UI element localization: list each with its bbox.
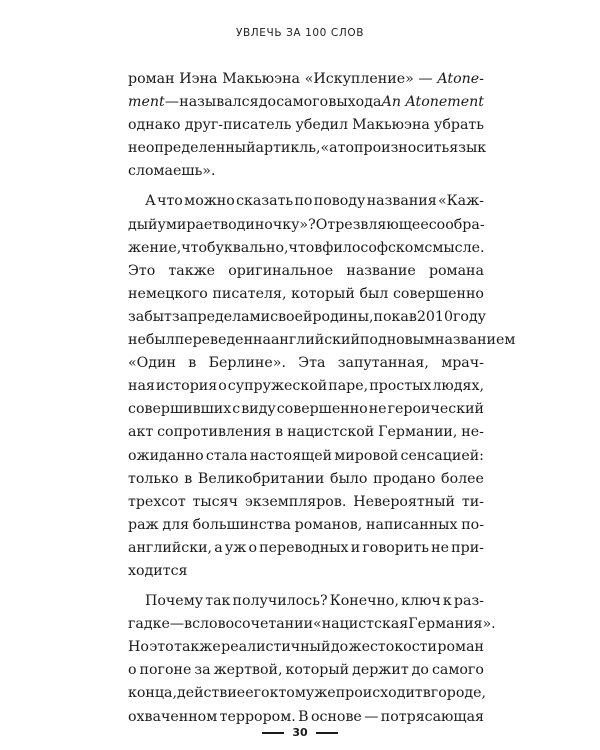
word: тысяч <box>192 493 238 510</box>
word: нацистской <box>287 424 375 441</box>
word: сопротивления <box>157 424 272 441</box>
word: происходит <box>335 685 423 702</box>
word: Почему <box>145 593 204 610</box>
word: так <box>205 593 231 610</box>
word: жестокости <box>348 639 437 656</box>
word: забыт <box>128 308 172 325</box>
text-line <box>128 590 484 613</box>
text-line <box>128 491 484 514</box>
word: уж <box>224 539 247 556</box>
word: не <box>368 401 387 418</box>
word: до <box>330 639 349 656</box>
word: же <box>314 685 336 702</box>
word: ключ <box>401 593 441 610</box>
word: история <box>155 378 218 395</box>
word: городе, <box>430 685 487 702</box>
word <box>128 91 165 114</box>
text-line <box>128 237 484 260</box>
text-line <box>128 468 484 491</box>
text-line <box>128 560 484 583</box>
word: «нацистская <box>313 616 409 633</box>
word: пределами <box>188 308 271 325</box>
folio-right-rule <box>316 732 338 734</box>
word: который <box>285 662 350 679</box>
word: действие <box>176 685 246 702</box>
word: самого <box>431 662 484 679</box>
word: английский <box>270 332 360 349</box>
word: «Каж- <box>438 193 484 210</box>
word: не <box>128 332 146 349</box>
word: в <box>314 239 323 256</box>
word: тому <box>278 685 315 702</box>
word: под <box>359 332 387 349</box>
text-line <box>128 214 484 237</box>
word: сказать <box>236 193 294 210</box>
word: также <box>174 639 221 656</box>
text-line <box>128 190 484 213</box>
text-line <box>128 375 484 398</box>
word: за <box>171 308 189 325</box>
word: переведен <box>174 332 254 349</box>
word: «Искупление» <box>304 71 414 87</box>
word: в <box>184 616 193 633</box>
word: виду <box>241 401 276 418</box>
word: переводных <box>259 539 349 556</box>
word: друг-писатель <box>184 117 292 134</box>
word: оригинальное <box>228 262 334 279</box>
word: романов, <box>294 516 363 533</box>
word: словосочетании <box>192 616 314 633</box>
word: совершивших <box>128 401 232 418</box>
text-line <box>128 659 484 682</box>
italic-title: An Atonement <box>381 94 484 111</box>
word: Иэна <box>179 71 218 87</box>
word: однако <box>128 117 181 134</box>
word: ти- <box>461 493 484 510</box>
word: умирает <box>157 216 221 233</box>
word: Но <box>128 639 149 656</box>
word: Отрезвляющее <box>315 216 429 233</box>
word: раз- <box>453 593 484 610</box>
word: своей <box>270 308 313 325</box>
text-line <box>128 68 484 91</box>
text-line <box>128 114 484 137</box>
word: более <box>441 470 484 487</box>
word: выхода <box>328 94 382 111</box>
word: трехсот <box>128 493 186 510</box>
word: совершенно <box>276 401 368 418</box>
word: о <box>248 539 257 556</box>
word: за <box>194 662 211 679</box>
text-line <box>128 260 484 283</box>
word: акт <box>128 424 154 441</box>
word: и <box>350 539 361 556</box>
text-line <box>128 398 484 421</box>
word: гадке <box>128 616 170 633</box>
word: Великобритании <box>197 470 325 487</box>
word: при- <box>451 539 484 556</box>
word: к <box>442 593 452 610</box>
word: можно <box>184 193 235 210</box>
word: ожиданно <box>128 447 204 464</box>
word: убедил <box>295 117 348 134</box>
word: поводу <box>313 193 366 210</box>
page-folio <box>0 726 600 739</box>
text-line <box>128 613 496 636</box>
word: только <box>128 470 179 487</box>
word: Макьюэна <box>352 117 430 134</box>
text-line <box>128 445 484 468</box>
word <box>382 91 484 114</box>
word: который <box>291 285 355 302</box>
word: большинства <box>192 516 291 533</box>
word: супружеской <box>227 378 328 395</box>
word: что <box>288 239 315 256</box>
paragraph-gap <box>128 183 484 190</box>
word: сломаешь». <box>128 163 216 180</box>
word: «а <box>320 140 338 157</box>
word: самого <box>276 94 329 111</box>
word: мрач- <box>441 355 484 372</box>
word: новым <box>386 332 435 349</box>
word: в <box>220 216 229 233</box>
text-line <box>128 306 487 329</box>
word: держит <box>352 662 409 679</box>
word: мировой <box>334 447 399 464</box>
word: дый <box>128 216 158 233</box>
word: — <box>164 94 180 111</box>
word: получилось? <box>232 593 328 610</box>
word: то <box>337 140 355 157</box>
word: до <box>258 94 277 111</box>
word: Германия». <box>408 616 496 633</box>
word: с <box>232 401 241 418</box>
running-head: УВЛЕЧЬ ЗА 100 СЛОВ <box>236 27 364 39</box>
word: о <box>218 378 227 395</box>
word: в <box>184 470 193 487</box>
word: было <box>330 470 368 487</box>
word: на <box>253 332 271 349</box>
word: простых <box>369 378 432 395</box>
text-line <box>128 537 484 560</box>
word: а <box>214 539 223 556</box>
text-line <box>128 160 484 183</box>
word: жертвой, <box>213 662 283 679</box>
word: роман <box>128 71 175 87</box>
word: — <box>169 616 185 633</box>
word: назывался <box>179 94 259 111</box>
word: совершенно <box>392 285 484 302</box>
word: Невероятный <box>353 493 455 510</box>
word: конца, <box>128 685 177 702</box>
word: Германии, <box>378 424 458 441</box>
word: ная <box>128 378 155 395</box>
text-line <box>128 682 487 705</box>
word: в <box>408 308 417 325</box>
word: буквально, <box>207 239 289 256</box>
word: произносить <box>354 140 450 157</box>
paragraph <box>128 590 496 729</box>
word: паре, <box>328 378 369 395</box>
word: английски, <box>128 539 213 556</box>
text-line <box>128 137 487 160</box>
word: — <box>364 708 379 725</box>
text-line <box>128 421 484 444</box>
folio-left-rule <box>262 732 284 734</box>
word: написанных <box>366 516 458 533</box>
word: что <box>181 239 208 256</box>
word: охваченном <box>128 708 218 725</box>
word: 2010 <box>416 308 453 325</box>
word: в <box>422 685 431 702</box>
word: экземпляров. <box>244 493 347 510</box>
word: Эта <box>298 355 326 372</box>
word: в <box>188 355 197 372</box>
word: родины, <box>312 308 374 325</box>
italic-title: ment <box>128 94 165 111</box>
word: неопределенный <box>128 140 256 157</box>
word: был <box>359 285 389 302</box>
word <box>437 68 484 91</box>
text-line <box>128 352 484 375</box>
word: романа <box>428 262 484 279</box>
word: одиночку»? <box>228 216 316 233</box>
word: погоне <box>139 662 192 679</box>
word: Макьюэна <box>222 71 301 87</box>
word: продано <box>373 470 436 487</box>
word: роман <box>437 639 484 656</box>
word: героический <box>387 401 484 418</box>
word: потрясающая <box>380 708 484 725</box>
word: людях, <box>432 378 484 395</box>
word: названием <box>435 332 516 349</box>
word: Конечно, <box>329 593 399 610</box>
word: до <box>411 662 429 679</box>
word: запутанная, <box>337 355 429 372</box>
word: настоящей <box>249 447 333 464</box>
word: говорить <box>362 539 429 556</box>
word: для <box>162 516 190 533</box>
word: в <box>275 424 284 441</box>
word: язык <box>449 140 487 157</box>
text-line <box>128 91 484 114</box>
word: основе <box>310 708 362 725</box>
word: его <box>245 685 270 702</box>
word: артикль, <box>255 140 321 157</box>
word: ходится <box>128 562 188 579</box>
word: по- <box>461 516 484 533</box>
body-text <box>128 68 516 729</box>
paragraph-gap <box>128 583 484 590</box>
word: также <box>168 262 216 279</box>
word: по <box>294 193 313 210</box>
word: раж <box>128 516 159 533</box>
word: не <box>431 539 449 556</box>
word: к <box>269 685 279 702</box>
word: название <box>346 262 416 279</box>
word: не- <box>461 424 484 441</box>
word: смысле. <box>424 239 485 256</box>
word: писателя, <box>212 285 287 302</box>
word: пока <box>373 308 409 325</box>
word: Это <box>128 262 156 279</box>
paragraph <box>128 68 487 183</box>
word: что <box>157 193 183 210</box>
word: названия <box>366 193 437 210</box>
page-number: 30 <box>292 726 308 739</box>
word: «Один <box>128 355 176 372</box>
word: был <box>145 332 175 349</box>
text-line <box>128 636 484 659</box>
word: немецкого <box>128 285 208 302</box>
italic-title: Atone- <box>437 71 484 87</box>
word: террором. <box>219 708 296 725</box>
word: реалистичный <box>221 639 331 656</box>
text-line <box>128 283 484 306</box>
text-line <box>128 329 516 352</box>
word: о <box>128 662 137 679</box>
word: А <box>145 193 156 210</box>
word: это <box>149 639 174 656</box>
word: философском <box>322 239 425 256</box>
paragraph <box>128 190 516 583</box>
word: Берлине». <box>208 355 286 372</box>
word: году <box>452 308 487 325</box>
word: — <box>418 71 433 87</box>
word: стала <box>205 447 248 464</box>
word: В <box>298 708 309 725</box>
text-line <box>128 514 484 537</box>
word: сообра- <box>428 216 485 233</box>
word: жение, <box>128 239 182 256</box>
word: сенсацией: <box>400 447 484 464</box>
word: убрать <box>433 117 484 134</box>
